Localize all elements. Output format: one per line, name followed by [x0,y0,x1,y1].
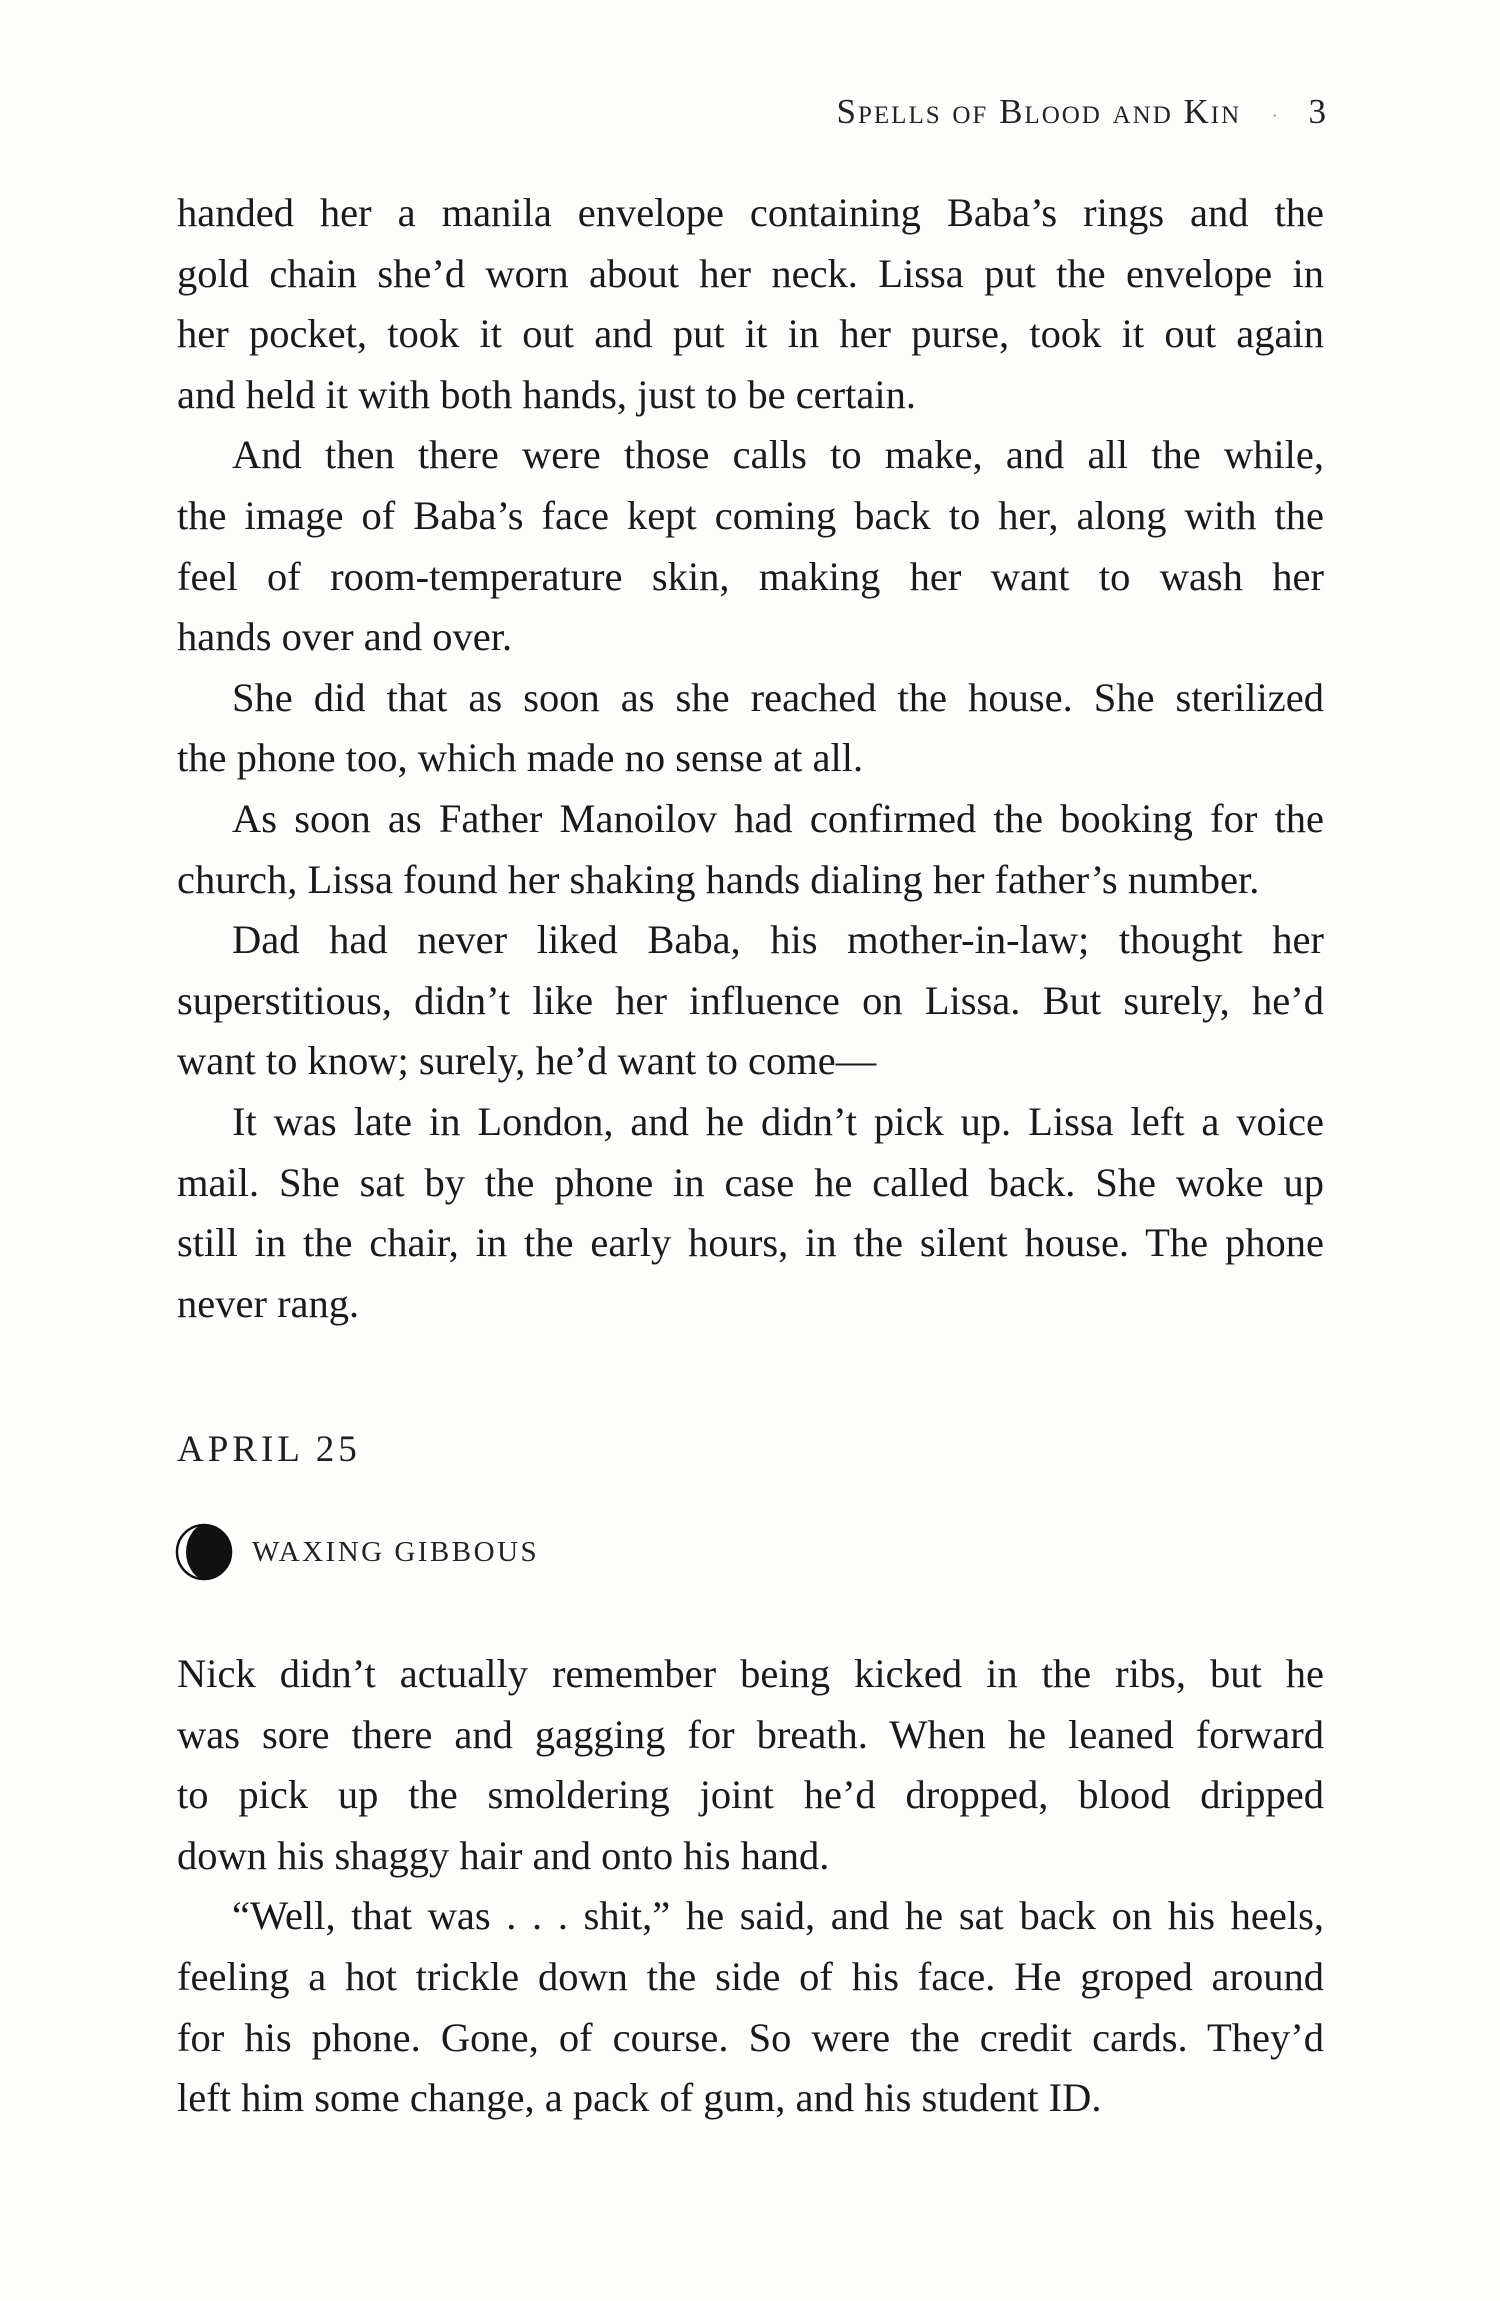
text-line: still in the chair, in the early hours, in the silent house. The phone [177,1220,1324,1266]
body-text-section-2 [177,1644,1324,2129]
text-line: hands over and over. [177,614,513,660]
text-line: Nick didn’t actually remember being kicked in the ribs, but he [177,1651,1324,1696]
text-line: and held it with both hands, just to be certain. [177,371,916,417]
text-line: to pick up the smoldering joint he’d dropped, blood dripped [177,1772,1324,1818]
text-line: for his phone. Gone, of course. So were the credit cards. They’d [177,2014,1324,2060]
text-line: left him some change, a pack of gum, and his student ID. [177,2075,1102,2121]
text-line: the phone too, which made no sense at all. [177,735,864,781]
text-line: Dad had never liked Baba, his mother-in-law; thought her [232,917,1324,963]
text-line: was sore there and gagging for breath. When he leaned forward [177,1711,1324,1757]
text-line: It was late in London, and he didn’t pick up. Lissa left a voice [232,1098,1324,1144]
text-line: handed her a manila envelope containing Baba’s rings and the [177,190,1324,235]
body-text-section-1 [177,183,1324,1334]
text-line: down his shaggy hair and onto his hand. [177,1832,830,1878]
running-head [837,92,1328,132]
text-line: And then there were those calls to make, and all the while, [232,432,1324,478]
moon-phase-label: WAXING GIBBOUS [252,1535,540,1568]
text-line: “Well, that was . . . shit,” he said, and he sat back on his heels, [232,1893,1324,1939]
page-number: 3 [1308,92,1328,131]
text-line: gold chain she’d worn about her neck. Lissa put the envelope in [177,250,1324,296]
text-line: the image of Baba’s face kept coming back to her, along with the [177,492,1324,538]
running-head-title: Spells of Blood and Kin [836,92,1242,131]
text-line: feel of room-temperature skin, making her want to wash her [177,553,1324,599]
moon-phase-row [174,1522,539,1582]
running-head-separator: · [1271,103,1281,128]
text-line: superstitious, didn’t like her influence on Lissa. But surely, he’d [177,977,1324,1023]
date-heading: APRIL 25 [177,1429,361,1470]
text-line: her pocket, took it out and put it in her purse, took it out again [177,311,1324,357]
text-line: want to know; surely, he’d want to come— [177,1038,877,1084]
text-line: mail. She sat by the phone in case he called back. She woke up [177,1159,1324,1205]
waxing-gibbous-moon-icon [174,1522,234,1582]
text-line: feeling a hot trickle down the side of his face. He groped around [177,1953,1324,1999]
text-line: never rang. [177,1280,360,1326]
text-line: She did that as soon as she reached the house. She sterilized [232,674,1324,720]
text-line: As soon as Father Manoilov had confirmed the booking for the [232,795,1324,841]
text-line: church, Lissa found her shaking hands dialing her father’s number. [177,856,1260,902]
